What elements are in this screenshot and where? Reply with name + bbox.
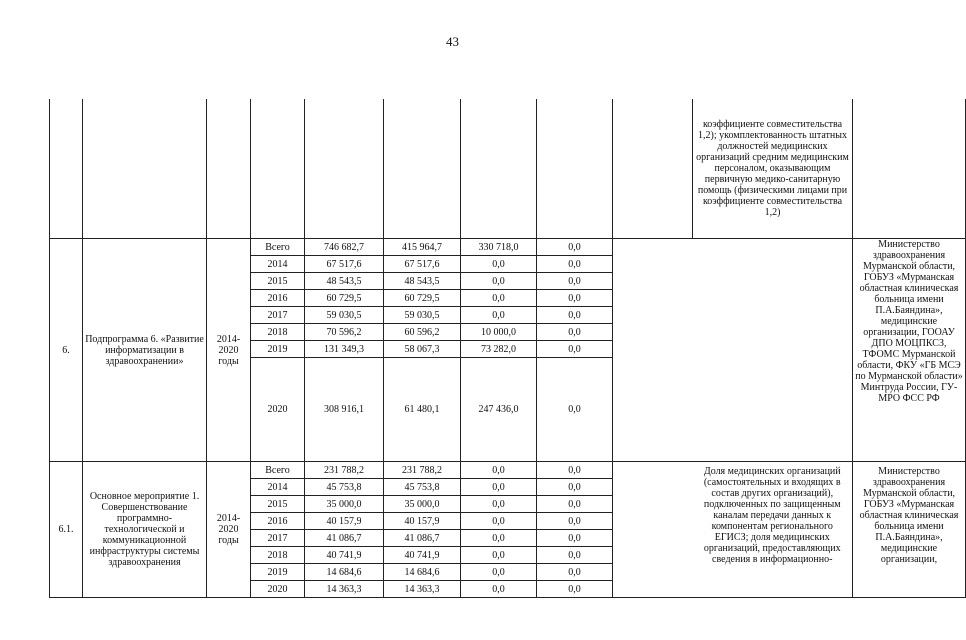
indicator-cell [693, 239, 853, 462]
total-cell: 14 684,6 [305, 564, 384, 581]
cont-cell-c1 [384, 99, 461, 239]
total-cell: 308 916,1 [305, 358, 384, 462]
budget2-cell: 330 718,0 [461, 239, 537, 256]
year-cell: 2015 [251, 496, 305, 513]
budget3-cell: 0,0 [537, 341, 613, 358]
year-cell: 2017 [251, 530, 305, 547]
budget2-cell: 0,0 [461, 581, 537, 598]
section-name: Основное мероприятие 1. Совершенствование программно-технологической и коммуникационной инфраструктуры системы здравоохранения [83, 462, 207, 598]
cont-cell-year [251, 99, 305, 239]
budget2-cell: 0,0 [461, 290, 537, 307]
budget2-cell: 73 282,0 [461, 341, 537, 358]
budget1-cell: 14 684,6 [384, 564, 461, 581]
year-cell: 2017 [251, 307, 305, 324]
program-table [49, 99, 966, 598]
total-cell: 746 682,7 [305, 239, 384, 256]
cont-cell-exec [853, 99, 966, 239]
budget3-cell: 0,0 [537, 358, 613, 462]
budget2-cell: 0,0 [461, 547, 537, 564]
total-cell: 131 349,3 [305, 341, 384, 358]
continuation-row [50, 99, 966, 239]
budget2-cell: 0,0 [461, 564, 537, 581]
budget1-cell: 60 729,5 [384, 290, 461, 307]
total-cell: 40 157,9 [305, 513, 384, 530]
budget3-cell: 0,0 [537, 530, 613, 547]
budget1-cell: 45 753,8 [384, 479, 461, 496]
budget3-cell: 0,0 [537, 290, 613, 307]
budget2-cell: 0,0 [461, 479, 537, 496]
year-cell: Всего [251, 239, 305, 256]
budget1-cell: 60 596,2 [384, 324, 461, 341]
budget1-cell: 35 000,0 [384, 496, 461, 513]
budget1-cell: 58 067,3 [384, 341, 461, 358]
total-cell: 45 753,8 [305, 479, 384, 496]
total-cell: 40 741,9 [305, 547, 384, 564]
cont-cell-period [207, 99, 251, 239]
section-number: 6.1. [50, 462, 83, 598]
budget2-cell: 0,0 [461, 307, 537, 324]
budget2-cell: 0,0 [461, 513, 537, 530]
budget3-cell: 0,0 [537, 547, 613, 564]
year-cell: Всего [251, 462, 305, 479]
executors-cell: Министерство здравоохранения Мурманской области, ГОБУЗ «Мурманская областная клиническая больница имени П.А.Баяндина», медицинские организации, ГООАУ ДПО МОЦПКСЗ, ТФОМС Мурманской области, ФКУ «ГБ МСЭ по Мурманской области» Минтруда России, ГУ-МРО ФСС РФ [853, 239, 966, 462]
budget1-cell: 231 788,2 [384, 462, 461, 479]
table-row [50, 462, 966, 479]
cont-cell-blank [613, 99, 693, 239]
blank-cell [613, 462, 693, 598]
cont-cell-total [305, 99, 384, 239]
budget3-cell: 0,0 [537, 307, 613, 324]
cont-cell-name [83, 99, 207, 239]
budget1-cell: 41 086,7 [384, 530, 461, 547]
budget2-cell: 0,0 [461, 256, 537, 273]
cont-cell-num [50, 99, 83, 239]
total-cell: 231 788,2 [305, 462, 384, 479]
page-number: 43 [446, 34, 459, 49]
year-cell: 2020 [251, 581, 305, 598]
year-cell: 2016 [251, 290, 305, 307]
table-row [50, 239, 966, 256]
budget2-cell: 0,0 [461, 496, 537, 513]
budget2-cell: 0,0 [461, 273, 537, 290]
budget1-cell: 14 363,3 [384, 581, 461, 598]
budget3-cell: 0,0 [537, 564, 613, 581]
budget1-cell: 59 030,5 [384, 307, 461, 324]
indicator-text: коэффициенте совместительства 1,2); укомплектованность штатных должностей медицинских организаций средним медицинским персоналом, оказывающим первичную медико-санитарную помощь (физическими лицами при коэффициенте совместительства 1,2) [693, 99, 853, 239]
budget1-cell: 61 480,1 [384, 358, 461, 462]
budget1-cell: 40 157,9 [384, 513, 461, 530]
budget1-cell: 48 543,5 [384, 273, 461, 290]
budget3-cell: 0,0 [537, 513, 613, 530]
cont-cell-c3 [537, 99, 613, 239]
year-cell: 2019 [251, 564, 305, 581]
cont-cell-c2 [461, 99, 537, 239]
year-cell: 2014 [251, 479, 305, 496]
section-number: 6. [50, 239, 83, 462]
total-cell: 59 030,5 [305, 307, 384, 324]
year-cell: 2015 [251, 273, 305, 290]
total-cell: 70 596,2 [305, 324, 384, 341]
budget1-cell: 67 517,6 [384, 256, 461, 273]
budget3-cell: 0,0 [537, 462, 613, 479]
section-period: 2014-2020 годы [207, 239, 251, 462]
budget3-cell: 0,0 [537, 256, 613, 273]
section-name: Подпрограмма 6. «Развитие информатизации в здравоохранении» [83, 239, 207, 462]
budget2-cell: 0,0 [461, 462, 537, 479]
executors-cell: Министерство здравоохранения Мурманской области, ГОБУЗ «Мурманская областная клиническая больница имени П.А.Баяндина», медицинские организации, [853, 462, 966, 598]
section-period: 2014-2020 годы [207, 462, 251, 598]
budget2-cell: 0,0 [461, 530, 537, 547]
budget3-cell: 0,0 [537, 581, 613, 598]
year-cell: 2016 [251, 513, 305, 530]
total-cell: 35 000,0 [305, 496, 384, 513]
budget3-cell: 0,0 [537, 479, 613, 496]
budget2-cell: 10 000,0 [461, 324, 537, 341]
year-cell: 2014 [251, 256, 305, 273]
budget1-cell: 415 964,7 [384, 239, 461, 256]
budget3-cell: 0,0 [537, 273, 613, 290]
budget2-cell: 247 436,0 [461, 358, 537, 462]
total-cell: 60 729,5 [305, 290, 384, 307]
year-cell: 2020 [251, 358, 305, 462]
total-cell: 14 363,3 [305, 581, 384, 598]
budget3-cell: 0,0 [537, 239, 613, 256]
blank-cell [613, 239, 693, 462]
budget1-cell: 40 741,9 [384, 547, 461, 564]
year-cell: 2018 [251, 547, 305, 564]
year-cell: 2018 [251, 324, 305, 341]
budget3-cell: 0,0 [537, 324, 613, 341]
total-cell: 48 543,5 [305, 273, 384, 290]
budget3-cell: 0,0 [537, 496, 613, 513]
total-cell: 41 086,7 [305, 530, 384, 547]
year-cell: 2019 [251, 341, 305, 358]
total-cell: 67 517,6 [305, 256, 384, 273]
indicator-cell: Доля медицинских организаций (самостоятельных и входящих в состав других организаций), подключенных по защищенным каналам передачи данных к компонентам регионального ЕГИСЗ; доля медицинских организаций, предоставляющих сведения в информационно- [693, 462, 853, 598]
